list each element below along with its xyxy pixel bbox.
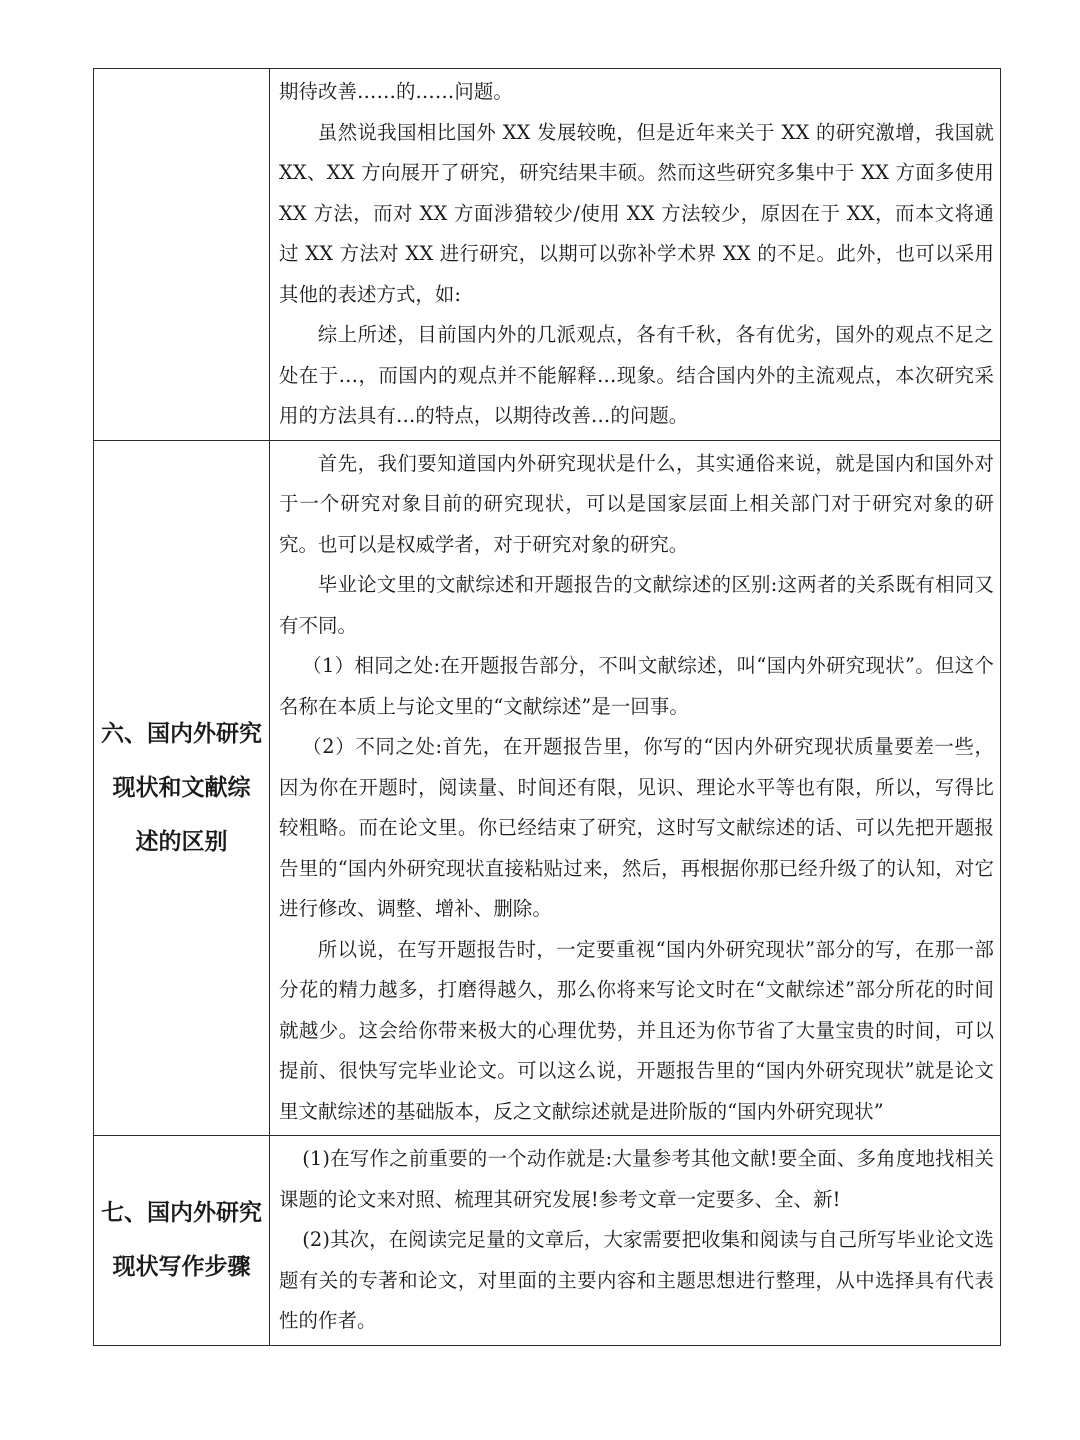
paragraph: （1）相同之处:在开题报告部分，不叫文献综述，叫“国内外研究现状”。但这个名称在本质上与论文里的“文献综述”是一回事。: [279, 654, 994, 718]
paragraph: 综上所述，目前国内外的几派观点，各有千秋，各有优劣，国外的观点不足之处在于…，而国内的观点并不能解释…现象。结合国内外的主流观点，本次研究采用的方法具有…的特点，以期待改善…的问题。: [279, 323, 994, 427]
table-row: [94, 1136, 1001, 1346]
paragraph: 所以说，在写开题报告时，一定要重视“国内外研究现状”部分的写，在那一部分花的精力越多，打磨得越久，那么你将来写论文时在“文献综述”部分所花的时间就越少。这会给你带来极大的心理优势，并且还为你节省了大量宝贵的时间，可以提前、很快写完毕业论文。可以这么说，开题报告里的“国内外研究现状”就是论文里文献综述的基础版本，反之文献综述就是进阶版的“国内外研究现状”: [279, 937, 994, 1123]
paragraph: (1)在写作之前重要的一个动作就是:大量参考其他文献!要全面、多角度地找相关课题的论文来对照、梳理其研究发展!参考文章一定要多、全、新!: [279, 1147, 994, 1211]
section-heading-line: 六、国内外研究: [101, 719, 262, 747]
paragraph: 首先，我们要知道国内外研究现状是什么，其实通俗来说，就是国内和国外对于一个研究对象目前的研究现状，可以是国家层面上相关部门对于研究对象的研究。也可以是权威学者，对于研究对象的研究。: [279, 451, 994, 556]
section-heading-line: 现状写作步骤: [112, 1253, 251, 1281]
table-row: [94, 440, 1001, 1136]
row-label-cell: [94, 1136, 270, 1346]
row-label-cell: [94, 69, 270, 441]
row-label-cell: [94, 440, 270, 1136]
row-content-cell: [270, 440, 1001, 1136]
section-heading-line: 现状和文献综: [112, 773, 251, 801]
table-row: [94, 69, 1001, 441]
paragraph: （2）不同之处:首先，在开题报告里，你写的“因内外研究现状质量要差一些，因为你在开题时，阅读量、时间还有限，见识、理论水平等也有限，所以，写得比较粗略。而在论文里。你已经结束了研究，这时写文献综述的话、可以先把开题报告里的“国内外研究现状直接粘贴过来，然后，再根据你那已经升级了的认知，对它进行修改、调整、增补、删除。: [279, 735, 994, 920]
paragraph: (2)其次，在阅读完足量的文章后，大家需要把收集和阅读与自己所写毕业论文选题有关的专著和论文，对里面的主要内容和主题思想进行整理，从中选择具有代表性的作者。: [279, 1228, 994, 1332]
document-table: [93, 68, 1001, 1346]
row-content-cell: [270, 1136, 1001, 1346]
row-content-cell: [270, 69, 1001, 441]
paragraph: 虽然说我国相比国外 XX 发展较晚，但是近年来关于 XX 的研究激增，我国就 XX、XX 方向展开了研究，研究结果丰硕。然而这些研究多集中于 XX 方面多使用 XX 方法，而对 XX 方面涉猎较少/使用 XX 方法较少，原因在于 XX，而本文将通过 XX 方法对 XX 进行研究，以期可以弥补学术界 XX 的不足。此外，也可以采用其他的表述方式，如:: [279, 120, 994, 306]
section-heading-line: 述的区别: [135, 827, 228, 855]
section-heading-line: 七、国内外研究: [101, 1199, 262, 1227]
paragraph: 毕业论文里的文献综述和开题报告的文献综述的区别:这两者的关系既有相同又有不同。: [279, 573, 994, 637]
paragraph: 期待改善……的……问题。: [279, 80, 513, 103]
